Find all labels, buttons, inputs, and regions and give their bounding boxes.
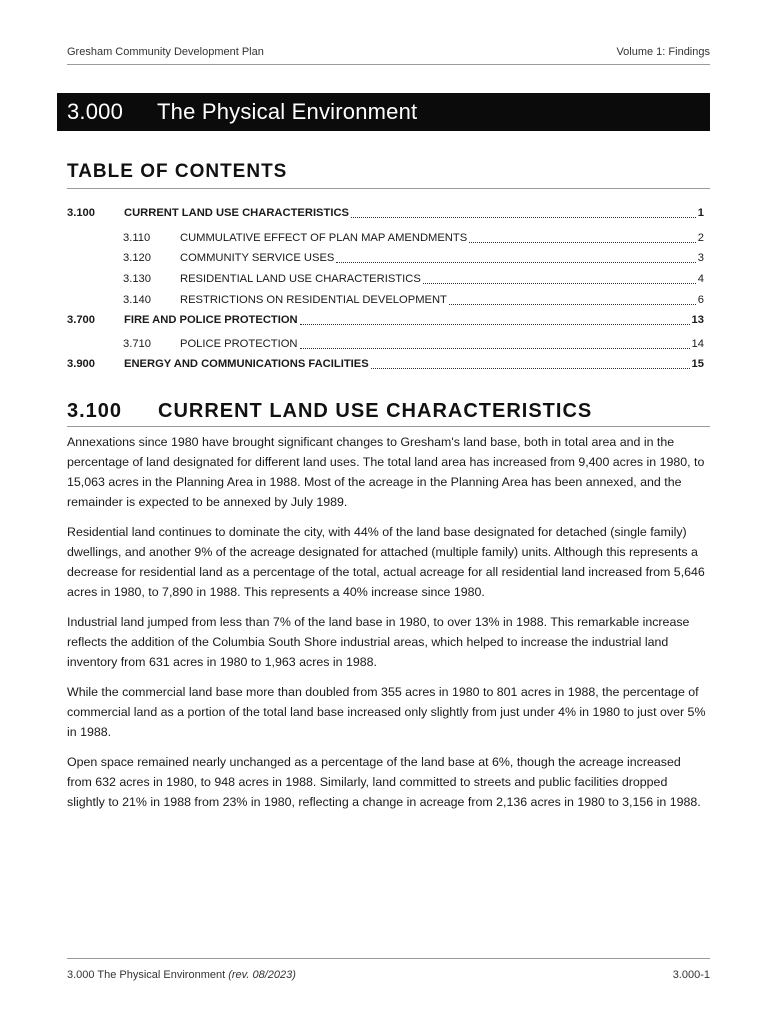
body-paragraph: Annexations since 1980 have brought significant changes to Gresham's land base, both in total area and in the percentage of land designated for different land uses. The total land area has increased from 9,400 acres in 1980, to 15,063 acres in the Planning Area in 1988. Most of the acreage in the Planning Area has been annexed, and the remainder is expected to be annexed by July 1989. [67, 435, 705, 509]
toc-entry-title: FIRE AND POLICE PROTECTION [124, 314, 298, 326]
toc-entry[interactable] [67, 294, 704, 310]
toc-leader-dots [371, 358, 690, 369]
toc-entry-number: 3.700 [67, 314, 95, 326]
toc-entry[interactable] [67, 314, 704, 330]
toc-entry-number: 3.140 [123, 294, 151, 306]
toc-entry-number: 3.710 [123, 338, 151, 350]
header-document-title: Gresham Community Development Plan [67, 46, 264, 58]
section-body [67, 432, 707, 822]
toc-leader-dots [423, 273, 696, 284]
toc-entry[interactable] [67, 338, 704, 354]
toc-entry-title: ENERGY AND COMMUNICATIONS FACILITIES [124, 358, 369, 370]
toc-entry-title: RESIDENTIAL LAND USE CHARACTERISTICS [180, 273, 421, 285]
toc-entry-title: RESTRICTIONS ON RESIDENTIAL DEVELOPMENT [180, 294, 447, 306]
toc-leader-dots [351, 207, 696, 218]
toc-entry-title: POLICE PROTECTION [180, 338, 298, 350]
toc-entry-title: CUMMULATIVE EFFECT OF PLAN MAP AMENDMENTS [180, 232, 468, 244]
body-paragraph: Industrial land jumped from less than 7% of the land base in 1980, to over 13% in 1988. This remarkable increase reflects the addition of the Columbia South Shore industrial areas, which helped to increase the industrial land inventory from 631 acres in 1980 to 1,963 acres in 1988. [67, 615, 690, 669]
toc-entry-number: 3.120 [123, 252, 151, 264]
chapter-banner [57, 93, 710, 131]
footer-page-number: 3.000-1 [672, 969, 710, 981]
toc-leader-dots [469, 232, 696, 243]
running-header [67, 46, 710, 65]
body-paragraph: While the commercial land base more than doubled from 355 acres in 1980 to 801 acres in 1988, the percentage of commercial land as a portion of the total land base increased only slightly from just under 4% in 1980 to just over 5% in 1988. [67, 685, 706, 739]
toc-entry-page: 14 [691, 338, 704, 350]
toc-leader-dots [300, 338, 690, 349]
toc-entry-number: 3.110 [123, 232, 151, 244]
toc-entry-page: 2 [697, 232, 704, 244]
header-volume: Volume 1: Findings [616, 46, 710, 58]
toc-entry-number: 3.130 [123, 273, 151, 285]
toc-entry[interactable] [67, 273, 704, 289]
running-footer [67, 958, 710, 981]
toc-entry-page: 13 [691, 314, 704, 326]
toc-entry[interactable] [67, 207, 704, 223]
toc-entry-title: COMMUNITY SERVICE USES [180, 252, 335, 264]
toc-entry-number: 3.100 [67, 207, 95, 219]
toc-leader-dots [300, 314, 690, 325]
footer-chapter-label: 3.000 The Physical Environment [67, 969, 226, 981]
toc-entry[interactable] [67, 252, 704, 268]
toc-entry-page: 1 [697, 207, 704, 219]
toc-leader-dots [336, 252, 695, 263]
body-paragraph: Residential land continues to dominate the city, with 44% of the land base designated for detached (single family) dwellings, and another 9% of the acreage designated for attached (multiple family) units. Although this represents a decrease for residential land as a percentage of the total, actual acreage for all residential land increased from 5,646 acres in 1980, to 7,890 in 1988. This represents a 40% increase since 1980. [67, 525, 705, 599]
toc-entry-title: CURRENT LAND USE CHARACTERISTICS [124, 207, 349, 219]
section-number: 3.100 [67, 400, 123, 422]
toc-entry-number: 3.900 [67, 358, 95, 370]
toc-entry-page: 15 [691, 358, 704, 370]
toc-entry[interactable] [67, 358, 704, 374]
toc-leader-dots [449, 294, 696, 305]
chapter-title: The Physical Environment [157, 99, 418, 124]
toc-entry-page: 6 [697, 294, 704, 306]
toc-entry-page: 4 [697, 273, 704, 285]
toc-entry-page: 3 [697, 252, 704, 264]
footer-revision: (rev. 08/2023) [228, 969, 296, 981]
toc-entry[interactable] [67, 232, 704, 248]
footer-left [67, 969, 296, 981]
section-title: CURRENT LAND USE CHARACTERISTICS [158, 400, 593, 422]
chapter-number: 3.000 [67, 99, 124, 124]
section-heading [67, 396, 710, 427]
toc-heading: TABLE OF CONTENTS [67, 160, 710, 189]
body-paragraph: Open space remained nearly unchanged as a percentage of the land base at 6%, though the acreage increased from 632 acres in 1980, to 948 acres in 1988. Similarly, land committed to streets and public facilities dropped slightly to 21% in 1988 from 23% in 1980, reflecting a change in acreage from 2,136 acres in 1980 to 3,156 in 1988. [67, 755, 701, 809]
